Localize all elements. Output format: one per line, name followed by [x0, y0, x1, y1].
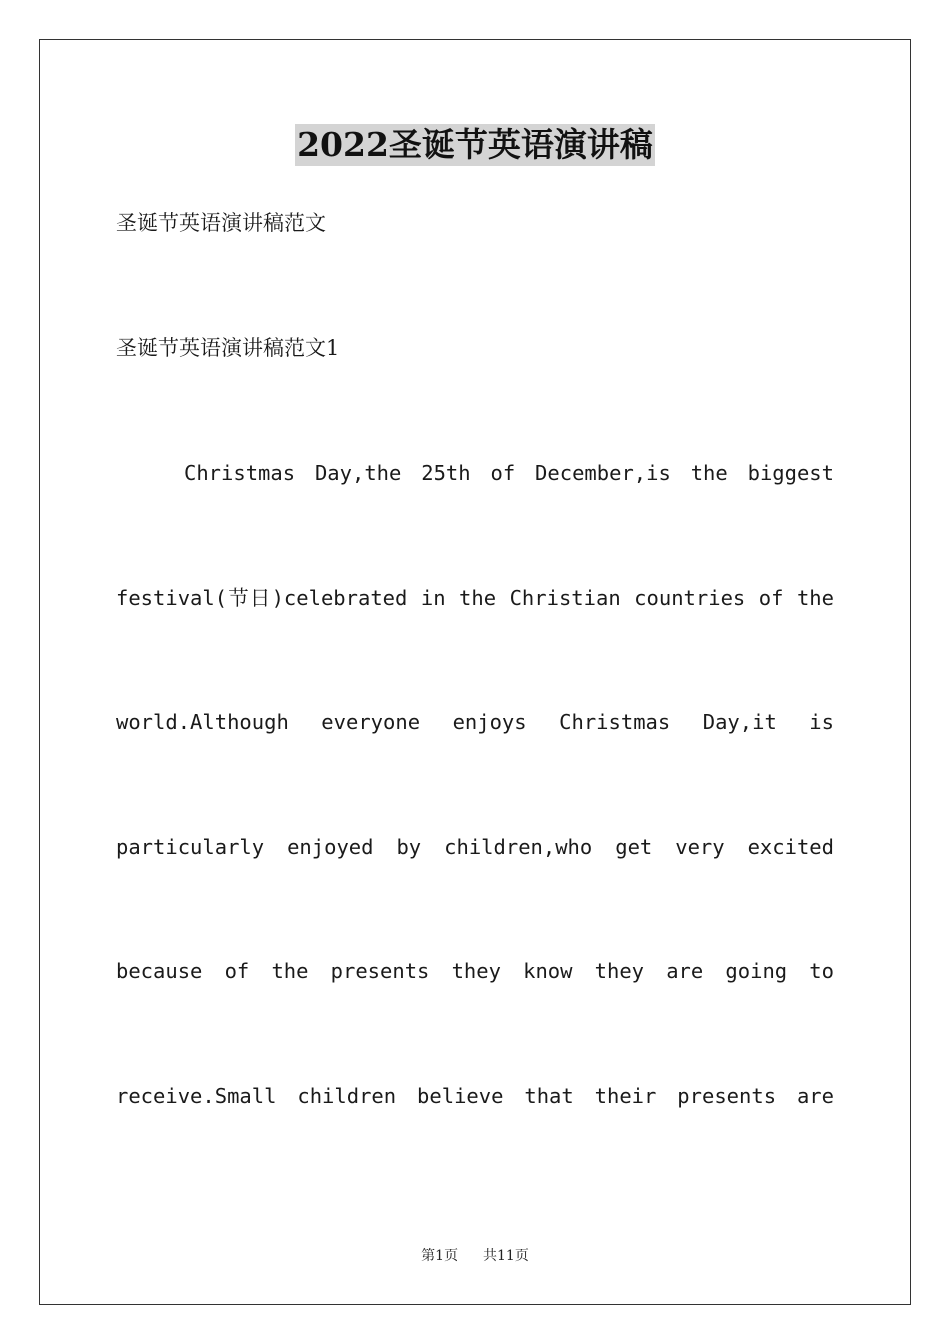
body-line: receive.Small children believe that their presents are: [116, 1084, 834, 1108]
body-line: festival(节日)celebrated in the Christian countries of the: [116, 586, 834, 610]
body-line: Christmas Day,the 25th of December,is the biggest: [184, 461, 834, 485]
section-heading: 圣诞节英语演讲稿范文1: [116, 336, 340, 360]
page-total: 共11页: [483, 1248, 529, 1264]
body-line: because of the presents they know they are going to: [116, 959, 834, 983]
body-line: world.Although everyone enjoys Christmas Day,it is: [116, 710, 834, 734]
page-number: 第1页: [421, 1248, 459, 1264]
body-line: particularly enjoyed by children,who get very excited: [116, 835, 834, 859]
page-footer: [0, 1245, 950, 1265]
document-subtitle: 圣诞节英语演讲稿范文: [116, 211, 326, 235]
title-container: [0, 124, 950, 166]
document-title: 2022圣诞节英语演讲稿: [297, 125, 653, 164]
